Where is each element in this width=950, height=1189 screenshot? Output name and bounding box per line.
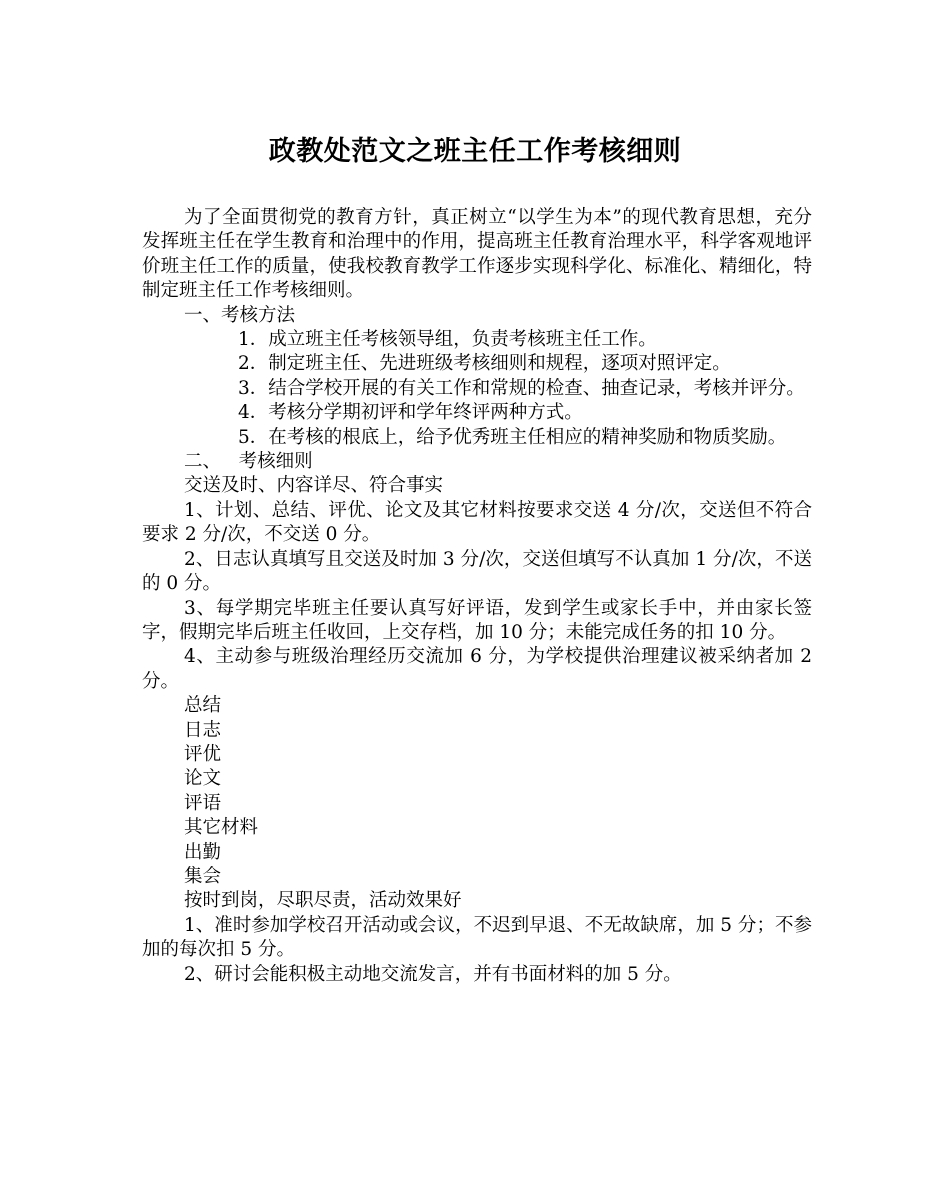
section-heading-details: 二、 考核细则 <box>184 451 313 473</box>
rule-item-2: 2、日志认真填写且交送及时加 3 分/次，交送但填写不认真加 1 分/次，不送的 0 分。 <box>142 548 812 595</box>
submission-criteria: 交送及时、内容详尽、符合事实 <box>184 475 444 497</box>
label-paper: 论文 <box>184 768 222 790</box>
label-summary: 总结 <box>184 695 222 717</box>
document-body <box>142 206 818 987</box>
label-evaluation: 评优 <box>184 743 222 765</box>
method-item-5: 5．在考核的根底上，给予优秀班主任相应的精神奖励和物质奖励。 <box>238 426 787 448</box>
attendance-rule-2: 2、研讨会能积极主动地交流发言，并有书面材料的加 5 分。 <box>184 963 682 985</box>
label-comments: 评语 <box>184 792 222 814</box>
intro-paragraph: 为了全面贯彻党的教育方针，真正树立“以学生为本”的现代教育思想，充分发挥班主任在学生教育和治理中的作用，提高班主任教育治理水平，科学客观地评价班主任工作的质量，使我校教育教学工作逐步实现科学化、标准化、精细化，特制定班主任工作考核细则。 <box>142 207 812 302</box>
rule-item-1: 1、计划、总结、评优、论文及其它材料按要求交送 4 分/次，交送但不符合要求 2 分/次，不交送 0 分。 <box>142 499 812 546</box>
method-item-2: 2．制定班主任、先进班级考核细则和规程，逐项对照评定。 <box>238 353 731 375</box>
section-heading-method: 一、考核方法 <box>184 304 296 326</box>
attendance-criteria: 按时到岗，尽职尽责，活动效果好 <box>184 890 462 912</box>
method-item-3: 3．结合学校开展的有关工作和常规的检查、抽查记录，考核并评分。 <box>238 377 805 399</box>
rule-item-3: 3、每学期完毕班主任要认真写好评语，发到学生或家长手中，并由家长签字，假期完毕后班主任收回，上交存档，加 10 分；未能完成任务的扣 10 分。 <box>142 597 812 643</box>
method-item-4: 4．考核分学期初评和学年终评两种方式。 <box>238 402 583 424</box>
label-log: 日志 <box>184 719 222 741</box>
label-assembly: 集会 <box>184 865 222 887</box>
rule-item-4: 4、主动参与班级治理经历交流加 6 分，为学校提供治理建议被采纳者加 2 分。 <box>142 646 818 692</box>
attendance-rule-1: 1、准时参加学校召开活动或会议，不迟到早退、不无故缺席，加 5 分；不参加的每次扣 5 分。 <box>142 914 812 961</box>
method-item-1: 1．成立班主任考核领导组，负责考核班主任工作。 <box>238 329 657 351</box>
label-other-materials: 其它材料 <box>184 817 259 839</box>
label-attendance: 出勤 <box>184 841 222 863</box>
document-title: 政教处范文之班主任工作考核细则 <box>268 136 682 167</box>
